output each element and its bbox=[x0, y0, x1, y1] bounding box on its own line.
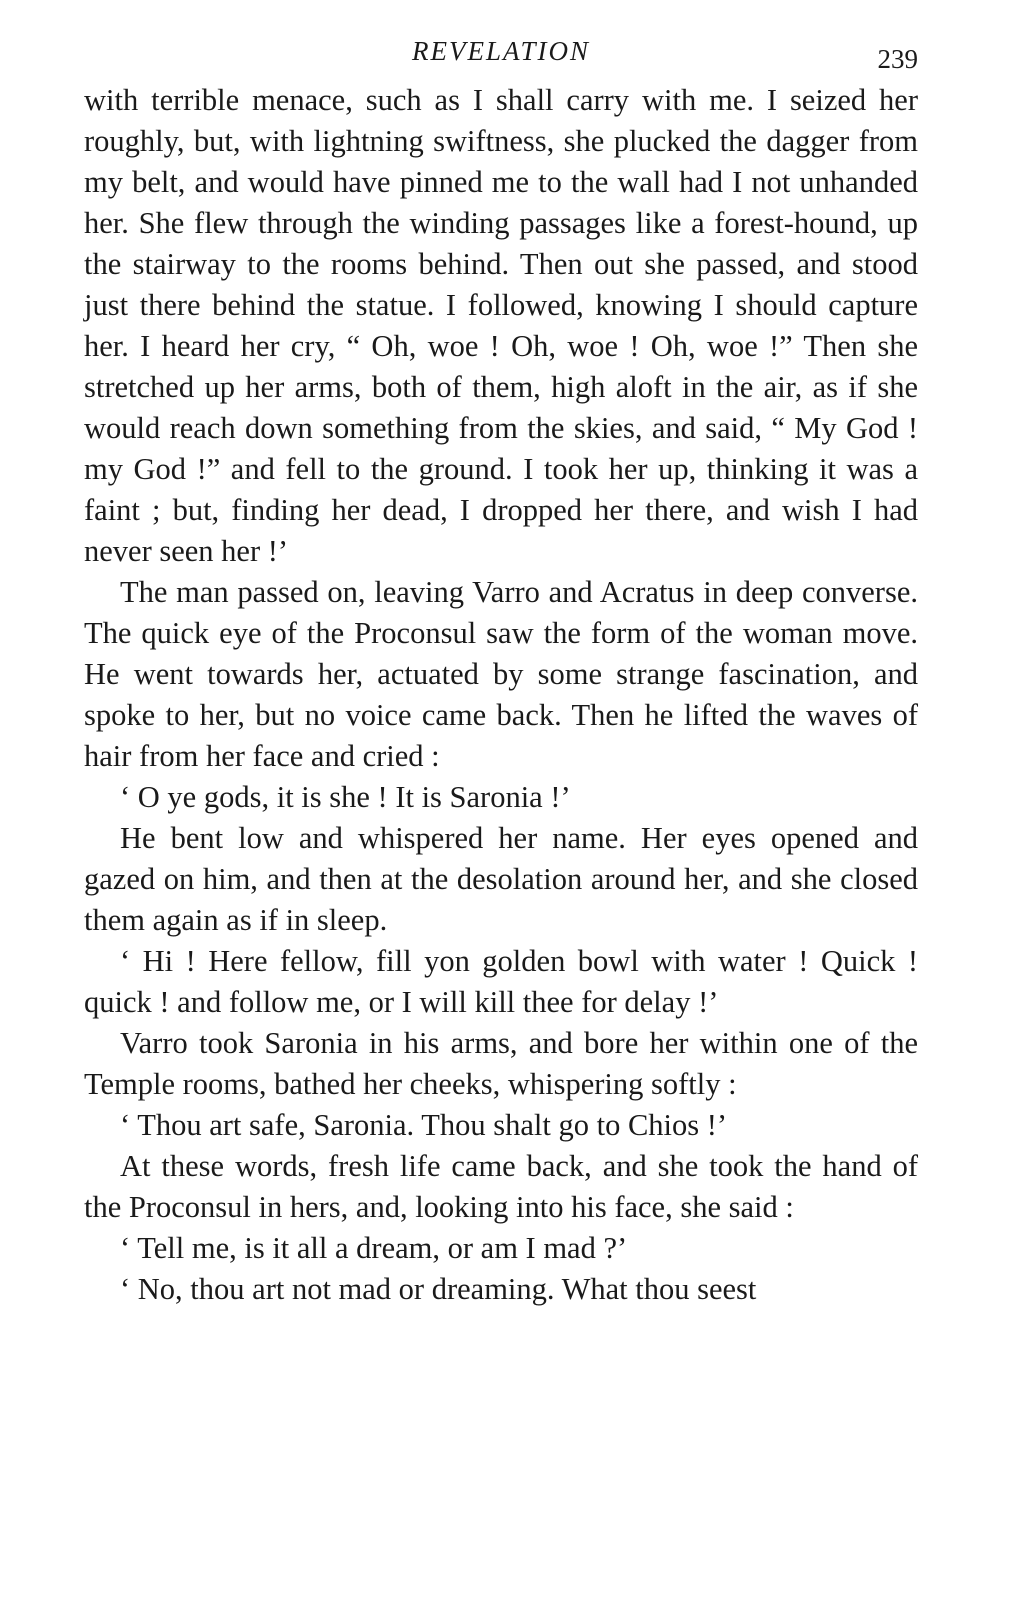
paragraph: with terrible menace, such as I shall carry with me. I seized her roughly, but, with lightning swiftness, she plucked the dagger from my belt, and would have pinned me to the wall had I not unhanded her. She flew through the winding passages like a forest-hound, up the stairway to the rooms behind. Then out she passed, and stood just there behind the statue. I followed, knowing I should capture her. I heard her cry, “ Oh, woe ! Oh, woe ! Oh, woe !” Then she stretched up her arms, both of them, high aloft in the air, as if she would reach down something from the skies, and said, “ My God ! my God !” and fell to the ground. I took her up, thinking it was a faint ; but, finding her dead, I dropped her there, and wish I had never seen her !’ bbox=[84, 83, 918, 568]
page-number: 239 bbox=[877, 44, 918, 74]
paragraph: The man passed on, leaving Varro and Acratus in deep converse. The quick eye of the Proconsul saw the form of the woman move. He went towards her, actuated by some strange fascination, and spoke to her, but no voice came back. Then he lifted the waves of hair from her face and cried : bbox=[84, 575, 918, 773]
paragraph: ‘ No, thou art not mad or dreaming. What thou seest bbox=[120, 1272, 757, 1306]
paragraph: ‘ O ye gods, it is she ! It is Saronia !’ bbox=[120, 780, 571, 814]
paragraph: At these words, fresh life came back, and she took the hand of the Proconsul in hers, and, looking into his face, she said : bbox=[84, 1149, 918, 1224]
paragraph: ‘ Hi ! Here fellow, fill yon golden bowl with water ! Quick ! quick ! and follow me, or I will kill thee for delay !’ bbox=[84, 944, 918, 1019]
book-page bbox=[84, 30, 918, 1310]
paragraph: ‘ Thou art safe, Saronia. Thou shalt go to Chios !’ bbox=[120, 1108, 728, 1142]
paragraph: He bent low and whispered her name. Her eyes opened and gazed on him, and then at the desolation around her, and she closed them again as if in sleep. bbox=[84, 821, 918, 937]
running-head: REVELATION bbox=[412, 36, 590, 66]
paragraph: Varro took Saronia in his arms, and bore her within one of the Temple rooms, bathed her cheeks, whispering softly : bbox=[84, 1026, 918, 1101]
body-text bbox=[84, 80, 918, 1310]
paragraph: ‘ Tell me, is it all a dream, or am I mad ?’ bbox=[120, 1231, 628, 1265]
page-header bbox=[84, 30, 918, 80]
